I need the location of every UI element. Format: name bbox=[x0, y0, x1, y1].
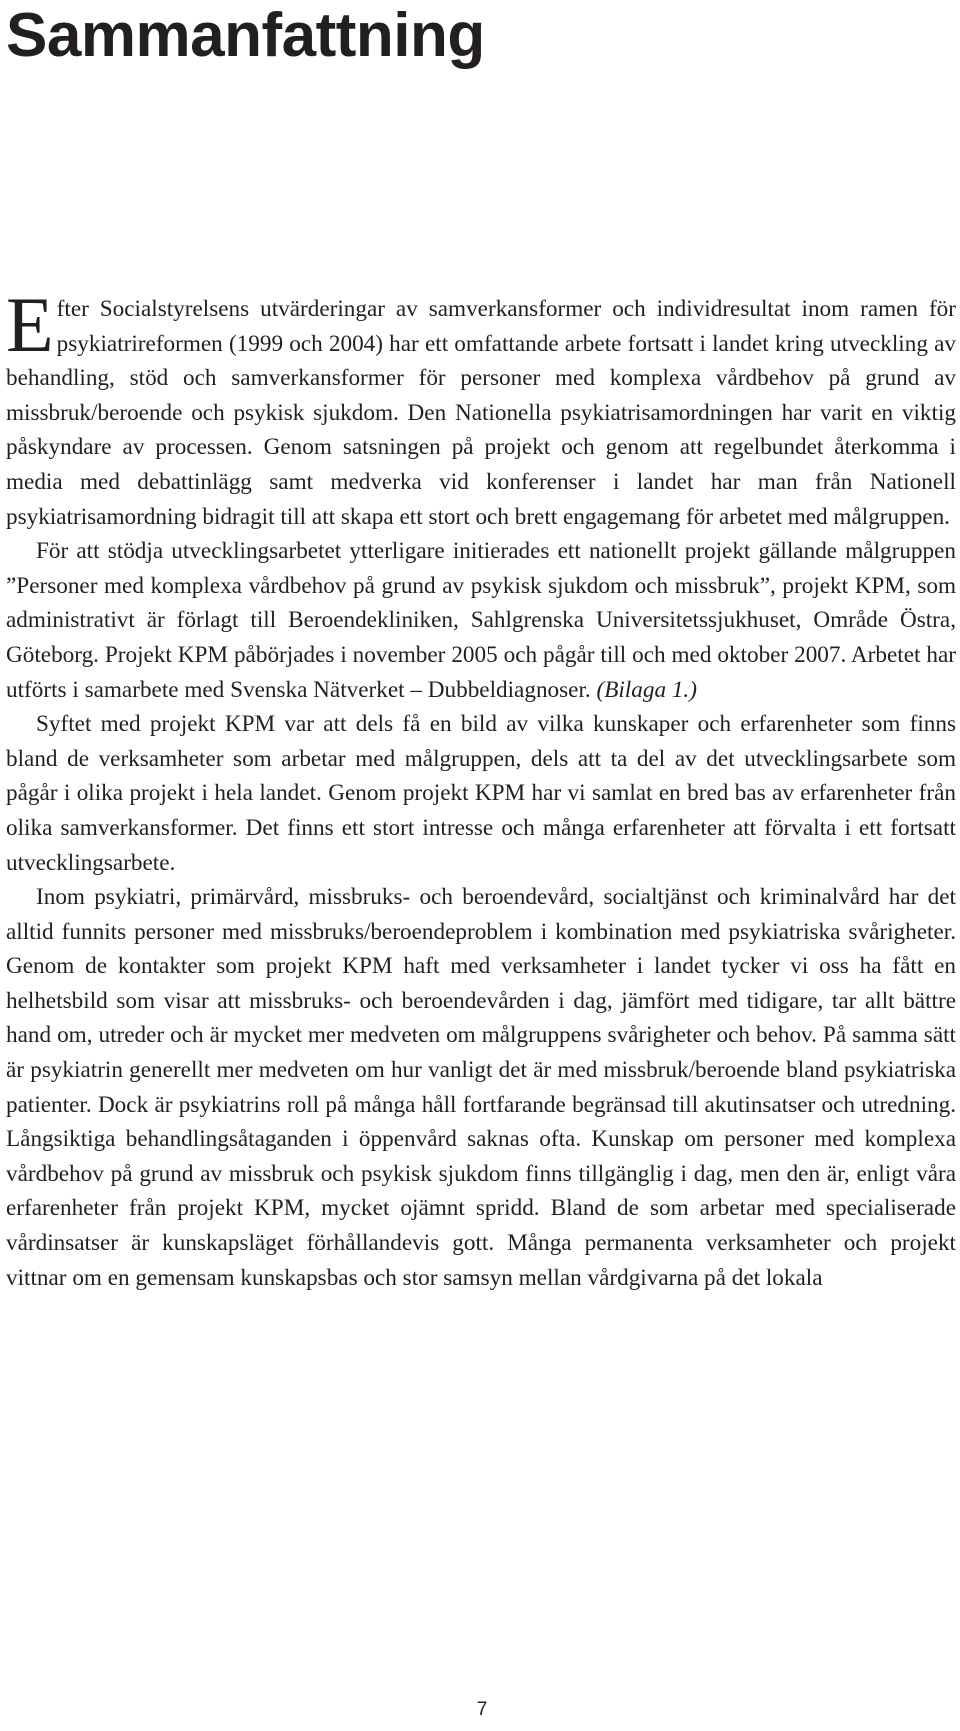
page-title: Sammanfattning bbox=[6, 1, 485, 70]
paragraph-care-situation bbox=[6, 880, 956, 1295]
paragraph-text: Syftet med projekt KPM var att dels få en bild av vilka kunskaper och erfarenheter som finns bland de verksamheter som arbetar med målgruppen, dels att ta del av det utvecklingsarbete som pågår i olika projekt i hela landet. Genom projekt KPM har vi samlat en bred bas av erfarenheter från olika samverkansformer. Det finns ett stort intresse och många erfarenheter att förvalta i ett fortsatt utvecklingsarbete. bbox=[6, 711, 956, 876]
paragraph-project-purpose bbox=[6, 707, 956, 880]
paragraph-text: fter Socialstyrelsens utvärderingar av samverkansformer och individresultat inom ramen för psykiatrireformen (1999 och 2004) har ett omfattande arbete fortsatt i landet kring utveckling av behandling, stöd och samverkansformer för personer med komplexa vårdbehov på grund av missbruk/beroende och psykisk sjukdom. Den Nationella psykiatrisamordningen har varit en viktig påskyndare av processen. Genom satsningen på projekt och genom att regelbundet återkomma i media med debattinlägg samt medverka vid konferenser i landet har man från Nationell psykiatrisamordning bidragit till att skapa ett stort och brett engagemang för arbetet med målgruppen. bbox=[6, 296, 956, 530]
paragraph-text: Inom psykiatri, primärvård, missbruks- och beroendevård, socialtjänst och kriminalvård har det alltid funnits personer med missbruks/beroendeproblem i kombination med psykiatriska svårigheter. Genom de kontakter som projekt KPM haft med verksamheter i landet tycker vi oss ha fått en helhetsbild som visar att missbruks- och beroendevården i dag, jämfört med tidigare, tar allt bättre hand om, utreder och är mycket mer medveten om målgruppens svårigheter och behov. På samma sätt är psykiatrin generellt mer medveten om hur vanligt det är med missbruk/beroende bland psykiatriska patienter. Dock är psykiatrins roll på många håll fortfarande begränsad till akutinsatser och utredning. Långsiktiga behandlingsåtaganden i öppenvård saknas ofta. Kunskap om personer med komplexa vårdbehov på grund av missbruk och psykisk sjukdom finns tillgänglig i dag, men den är, enligt våra erfarenheter från projekt KPM, mycket ojämnt spridd. Bland de som arbetar med specialiserade vårdinsatser är kunskapsläget förhållandevis gott. Många permanenta verksamheter och projekt vittnar om en gemensam kunskapsbas och stor samsyn mellan vårdgivarna på det lokala bbox=[6, 884, 956, 1291]
paragraph-text: För att stödja utvecklingsarbetet ytterligare initierades ett nationellt projekt gällande målgruppen ”Personer med komplexa vårdbehov på grund av psykisk sjukdom och missbruk”, projekt KPM, som administrativt är förlagt till Beroendekliniken, Sahlgrenska Universitetssjukhuset, Område Östra, Göteborg. Projekt KPM påbörjades i november 2005 och pågår till och med oktober 2007. Arbetet har utförts i samarbete med Svenska Nätverket – Dubbeldiagnoser. bbox=[6, 538, 956, 703]
paragraph-intro bbox=[6, 281, 956, 534]
drop-cap: E bbox=[6, 281, 54, 368]
appendix-reference: (Bilaga 1.) bbox=[590, 676, 697, 703]
page-number: 7 bbox=[476, 1699, 488, 1720]
summary-body bbox=[6, 281, 956, 1295]
paragraph-project-initiation bbox=[6, 534, 956, 707]
